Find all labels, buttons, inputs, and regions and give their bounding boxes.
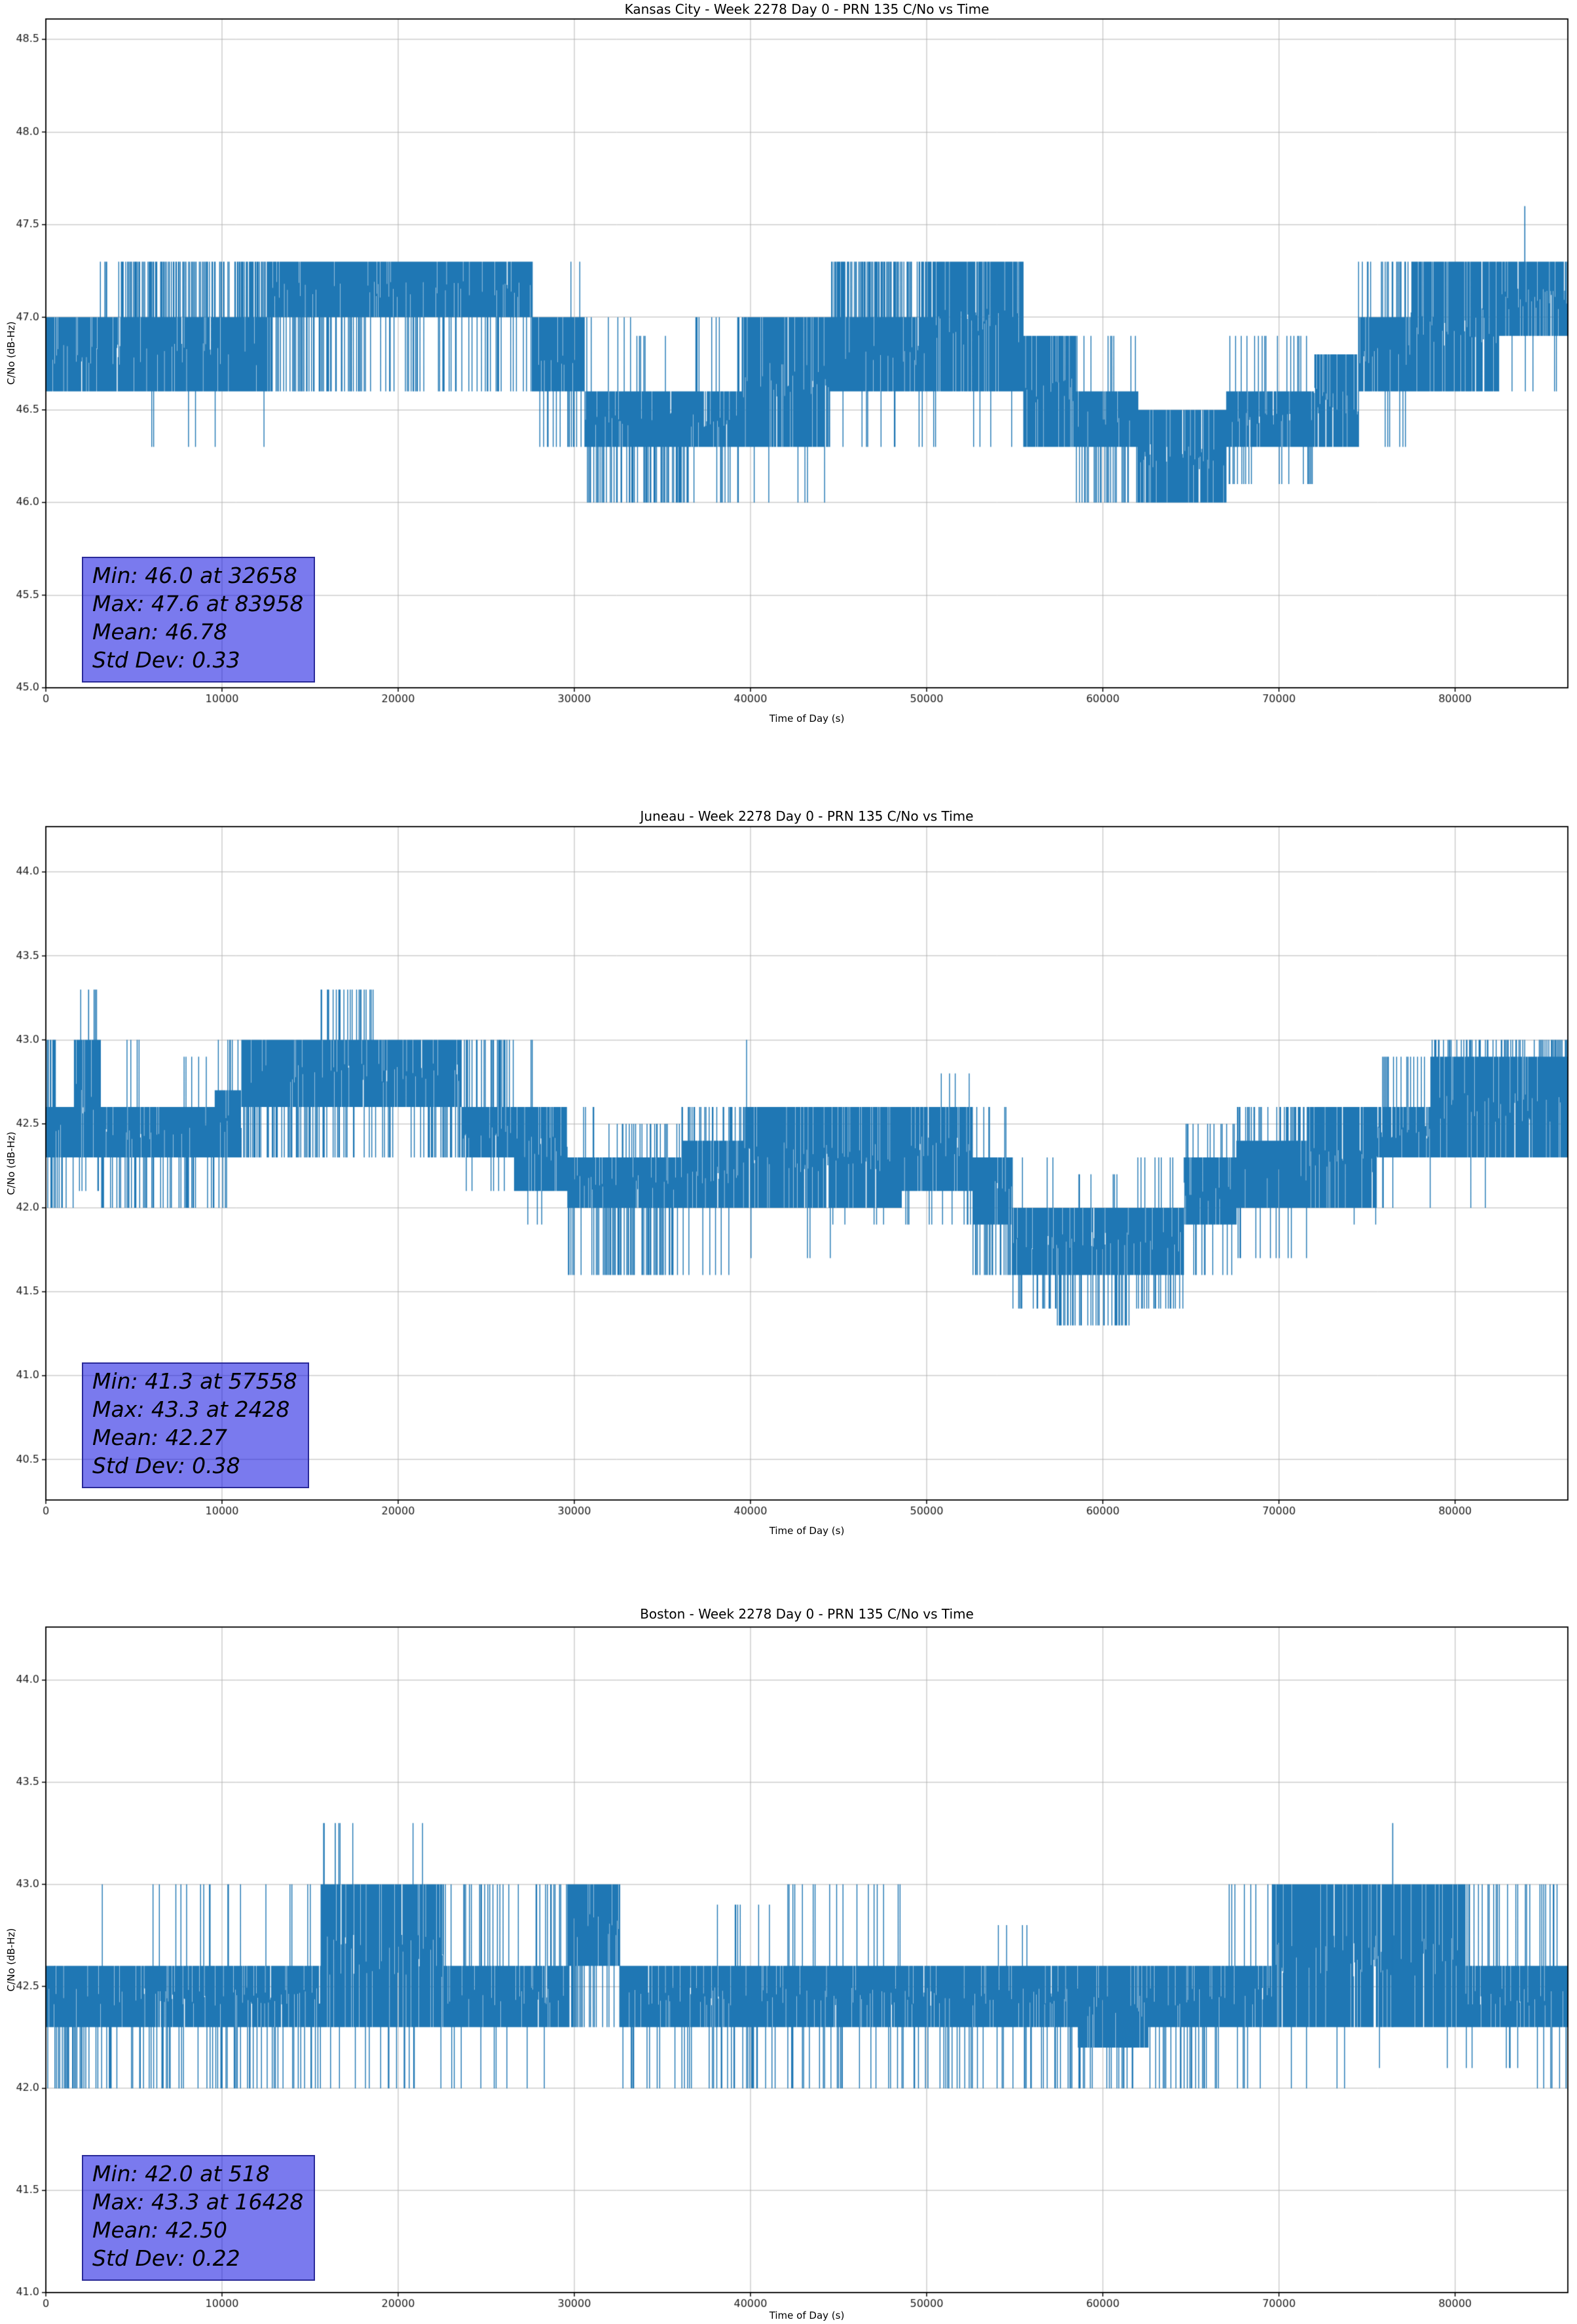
stats-mean-line: Mean: 42.27 <box>92 1424 227 1450</box>
stats-std-line: Std Dev: 0.38 <box>92 1452 240 1478</box>
x-axis-label: Time of Day (s) <box>769 713 845 724</box>
stats-box-juneau <box>82 1362 309 1488</box>
y-axis-label: C/No (dB-Hz) <box>5 1131 17 1195</box>
stats-std-line: Std Dev: 0.33 <box>92 647 240 673</box>
stats-min-line: Min: 41.3 at 57558 <box>92 1368 297 1394</box>
x-axis-label: Time of Day (s) <box>769 2310 845 2321</box>
y-axis-label: C/No (dB-Hz) <box>5 321 17 385</box>
chart-title-juneau: Juneau - Week 2278 Day 0 - PRN 135 C/No vs Time <box>640 808 974 824</box>
stats-min-line: Min: 46.0 at 32658 <box>92 563 297 588</box>
stats-box-kansas-city <box>82 557 315 683</box>
stats-min-line: Min: 42.0 at 518 <box>92 2161 270 2186</box>
x-axis-label: Time of Day (s) <box>769 1525 845 1537</box>
stats-std-line: Std Dev: 0.22 <box>92 2245 240 2271</box>
stats-max-line: Max: 43.3 at 16428 <box>92 2188 304 2215</box>
stats-mean-line: Mean: 46.78 <box>92 618 227 645</box>
stats-max-line: Max: 43.3 at 2428 <box>92 1396 290 1422</box>
stats-box-boston <box>82 2155 315 2281</box>
stats-mean-line: Mean: 42.50 <box>92 2217 227 2243</box>
stats-max-line: Max: 47.6 at 83958 <box>92 590 304 616</box>
chart-title-boston: Boston - Week 2278 Day 0 - PRN 135 C/No vs Time <box>640 1606 974 1622</box>
y-axis-label: C/No (dB-Hz) <box>5 1928 17 1992</box>
chart-title-kansas-city: Kansas City - Week 2278 Day 0 - PRN 135 C/No vs Time <box>624 1 990 17</box>
